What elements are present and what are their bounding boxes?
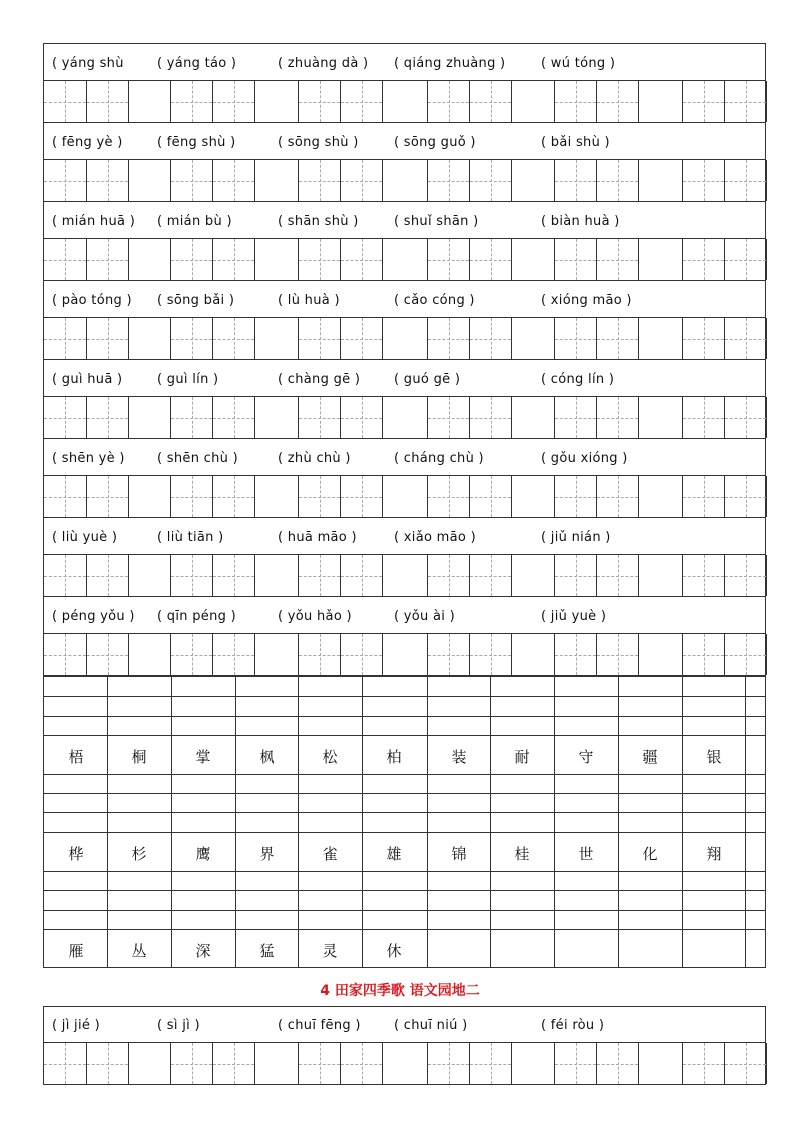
tianzige-box[interactable] <box>724 397 766 438</box>
box-group-divider <box>128 555 129 596</box>
grid-column-line <box>362 677 363 967</box>
pinyin-label: ( féi ròu ) <box>541 1018 605 1033</box>
pinyin-label-row <box>43 44 766 80</box>
tianzige-box[interactable] <box>298 555 340 596</box>
tianzige-box[interactable] <box>724 555 766 596</box>
box-group-divider <box>766 476 767 517</box>
grid-row-line <box>44 832 765 833</box>
tianzige-box[interactable] <box>596 160 638 201</box>
pinyin-block <box>43 360 766 439</box>
pinyin-label: ( qiáng zhuàng ) <box>394 56 506 71</box>
tianzige-box[interactable] <box>298 239 340 280</box>
tianzige-box[interactable] <box>212 81 254 122</box>
pinyin-label-row <box>43 281 766 317</box>
box-group-divider <box>254 160 255 201</box>
tianzige-box[interactable] <box>212 555 254 596</box>
tianzige-box[interactable] <box>340 476 382 517</box>
tianzige-box[interactable] <box>212 476 254 517</box>
tianzige-box[interactable] <box>469 160 511 201</box>
tianzige-box[interactable] <box>86 397 128 438</box>
writing-box-row <box>43 80 766 123</box>
grid-column-line <box>427 677 428 967</box>
pinyin-label: ( jiǔ yuè ) <box>541 609 607 624</box>
tianzige-box[interactable] <box>554 81 596 122</box>
box-group-divider <box>766 397 767 438</box>
tianzige-box[interactable] <box>724 476 766 517</box>
pinyin-label: ( shēn yè ) <box>52 451 125 466</box>
practice-character: 雄 <box>386 845 402 863</box>
tianzige-box[interactable] <box>86 318 128 359</box>
tianzige-box[interactable] <box>170 634 212 675</box>
grid-column-line <box>682 677 683 967</box>
practice-character: 深 <box>195 942 211 960</box>
box-group-divider <box>128 239 129 280</box>
tianzige-box[interactable] <box>340 397 382 438</box>
tianzige-box[interactable] <box>596 476 638 517</box>
pinyin-label: ( shuǐ shān ) <box>394 214 479 229</box>
box-group-divider <box>382 397 383 438</box>
tianzige-box[interactable] <box>298 318 340 359</box>
practice-character: 守 <box>578 748 594 766</box>
pinyin-label: ( shēn chù ) <box>157 451 239 466</box>
pinyin-label: ( sōng guǒ ) <box>394 135 476 150</box>
pinyin-label: ( zhuàng dà ) <box>278 56 369 71</box>
tianzige-box[interactable] <box>212 397 254 438</box>
practice-character: 装 <box>451 748 467 766</box>
tianzige-box[interactable] <box>596 634 638 675</box>
pinyin-label: ( fēng yè ) <box>52 135 123 150</box>
tianzige-box[interactable] <box>682 239 724 280</box>
grid-column-line <box>618 677 619 967</box>
box-group-divider <box>766 160 767 201</box>
pinyin-label: ( yáng táo ) <box>157 56 237 71</box>
tianzige-box[interactable] <box>170 397 212 438</box>
practice-character: 猛 <box>259 942 275 960</box>
grid-column-line <box>107 677 108 967</box>
box-group-divider <box>254 81 255 122</box>
tianzige-box[interactable] <box>427 318 469 359</box>
box-group-divider <box>382 318 383 359</box>
box-group-divider <box>511 555 512 596</box>
tianzige-box[interactable] <box>724 81 766 122</box>
tianzige-box[interactable] <box>86 160 128 201</box>
tianzige-box[interactable] <box>469 239 511 280</box>
box-group-divider <box>128 81 129 122</box>
pinyin-label: ( chuī fēng ) <box>278 1018 361 1033</box>
lesson-title: 4 田家四季歌 语文园地二 <box>320 983 480 999</box>
tianzige-box[interactable] <box>427 634 469 675</box>
grid-column-line <box>745 677 746 967</box>
tianzige-box[interactable] <box>724 160 766 201</box>
practice-character: 银 <box>706 748 722 766</box>
practice-character: 桦 <box>68 845 84 863</box>
box-group-divider <box>638 239 639 280</box>
pinyin-label: ( jì jié ) <box>52 1018 100 1033</box>
tianzige-box[interactable] <box>427 397 469 438</box>
tianzige-box[interactable] <box>554 160 596 201</box>
tianzige-box[interactable] <box>44 397 86 438</box>
box-group-divider <box>254 318 255 359</box>
grid-column-line <box>235 677 236 967</box>
grid-column-line <box>490 677 491 967</box>
tianzige-box[interactable] <box>340 1043 382 1084</box>
practice-character: 鹰 <box>195 845 211 863</box>
pinyin-label: ( xiǎo māo ) <box>394 530 476 545</box>
final-block-top-rule <box>43 1006 766 1007</box>
writing-box-row <box>43 159 766 202</box>
character-grid <box>43 676 766 968</box>
grid-column-line <box>554 677 555 967</box>
tianzige-box[interactable] <box>596 81 638 122</box>
practice-character: 灵 <box>322 942 338 960</box>
tianzige-box[interactable] <box>724 318 766 359</box>
pinyin-label-row <box>43 597 766 633</box>
tianzige-box[interactable] <box>724 1043 766 1084</box>
pinyin-label: ( huā māo ) <box>278 530 357 545</box>
pinyin-label: ( sōng bǎi ) <box>157 293 235 308</box>
tianzige-box[interactable] <box>469 318 511 359</box>
tianzige-box[interactable] <box>86 81 128 122</box>
pinyin-label: ( sì jì ) <box>157 1018 200 1033</box>
box-group-divider <box>382 634 383 675</box>
pinyin-label-row <box>43 1006 766 1042</box>
practice-character: 化 <box>642 845 658 863</box>
tianzige-box[interactable] <box>682 555 724 596</box>
pinyin-block <box>43 123 766 202</box>
writing-box-row <box>43 396 766 439</box>
pinyin-label: ( xióng māo ) <box>541 293 632 308</box>
tianzige-box[interactable] <box>427 239 469 280</box>
tianzige-box[interactable] <box>298 397 340 438</box>
grid-row-line <box>44 812 765 813</box>
tianzige-box[interactable] <box>682 81 724 122</box>
pinyin-block <box>43 518 766 597</box>
box-group-divider <box>511 634 512 675</box>
practice-character: 界 <box>259 845 275 863</box>
box-group-divider <box>128 634 129 675</box>
practice-character: 雀 <box>322 845 338 863</box>
pinyin-block <box>43 439 766 518</box>
pinyin-label-row <box>43 439 766 475</box>
tianzige-box[interactable] <box>212 634 254 675</box>
pinyin-label-row <box>43 518 766 554</box>
practice-character: 杉 <box>131 845 147 863</box>
box-group-divider <box>382 160 383 201</box>
box-group-divider <box>254 239 255 280</box>
box-group-divider <box>511 476 512 517</box>
pinyin-label: ( wú tóng ) <box>541 56 616 71</box>
box-group-divider <box>766 634 767 675</box>
tianzige-box[interactable] <box>682 397 724 438</box>
pinyin-label: ( lù huà ) <box>278 293 340 308</box>
practice-character: 松 <box>322 748 338 766</box>
pinyin-label: ( mián bù ) <box>157 214 232 229</box>
grid-row-line <box>44 716 765 717</box>
box-group-divider <box>254 397 255 438</box>
tianzige-box[interactable] <box>427 160 469 201</box>
box-group-divider <box>128 397 129 438</box>
box-group-divider <box>254 476 255 517</box>
tianzige-box[interactable] <box>212 239 254 280</box>
pinyin-label: ( liù yuè ) <box>52 530 118 545</box>
practice-character: 翔 <box>706 845 722 863</box>
writing-box-row <box>43 238 766 281</box>
pinyin-label: ( guì huā ) <box>52 372 123 387</box>
practice-character: 柏 <box>386 748 402 766</box>
pinyin-block <box>43 281 766 360</box>
pinyin-label-row <box>43 202 766 238</box>
tianzige-box[interactable] <box>298 634 340 675</box>
tianzige-box[interactable] <box>596 318 638 359</box>
tianzige-box[interactable] <box>170 239 212 280</box>
tianzige-box[interactable] <box>724 239 766 280</box>
box-group-divider <box>766 555 767 596</box>
tianzige-box[interactable] <box>554 318 596 359</box>
pinyin-label: ( péng yǒu ) <box>52 609 135 624</box>
grid-row-line <box>44 774 765 775</box>
box-group-divider <box>254 1043 255 1084</box>
box-group-divider <box>766 1043 767 1084</box>
practice-character: 枫 <box>259 748 275 766</box>
box-group-divider <box>766 318 767 359</box>
box-group-divider <box>638 318 639 359</box>
tianzige-box[interactable] <box>554 397 596 438</box>
practice-character: 疆 <box>642 748 658 766</box>
tianzige-box[interactable] <box>86 1043 128 1084</box>
tianzige-box[interactable] <box>469 81 511 122</box>
pinyin-label: ( shān shù ) <box>278 214 359 229</box>
tianzige-box[interactable] <box>340 555 382 596</box>
pinyin-label: ( pào tóng ) <box>52 293 132 308</box>
tianzige-box[interactable] <box>44 81 86 122</box>
tianzige-box[interactable] <box>340 239 382 280</box>
tianzige-box[interactable] <box>340 81 382 122</box>
pinyin-label: ( guó gē ) <box>394 372 461 387</box>
pinyin-label: ( cǎo cóng ) <box>394 293 475 308</box>
tianzige-box[interactable] <box>596 555 638 596</box>
tianzige-box[interactable] <box>86 555 128 596</box>
box-group-divider <box>638 397 639 438</box>
writing-box-row <box>43 554 766 597</box>
tianzige-box[interactable] <box>340 634 382 675</box>
pinyin-label: ( zhù chù ) <box>278 451 351 466</box>
box-group-divider <box>128 1043 129 1084</box>
pinyin-label: ( yǒu ài ) <box>394 609 456 624</box>
box-group-divider <box>382 555 383 596</box>
tianzige-box[interactable] <box>554 1043 596 1084</box>
practice-character: 丛 <box>131 942 147 960</box>
pinyin-label-row <box>43 123 766 159</box>
pinyin-label: ( qīn péng ) <box>157 609 236 624</box>
grid-column-line <box>298 677 299 967</box>
tianzige-box[interactable] <box>427 555 469 596</box>
tianzige-box[interactable] <box>469 476 511 517</box>
practice-character: 梧 <box>68 748 84 766</box>
tianzige-box[interactable] <box>596 239 638 280</box>
box-group-divider <box>511 1043 512 1084</box>
box-group-divider <box>511 160 512 201</box>
box-group-divider <box>382 239 383 280</box>
tianzige-box[interactable] <box>554 476 596 517</box>
tianzige-box[interactable] <box>44 555 86 596</box>
pinyin-block <box>43 202 766 281</box>
tianzige-box[interactable] <box>469 634 511 675</box>
tianzige-box[interactable] <box>554 239 596 280</box>
tianzige-box[interactable] <box>212 160 254 201</box>
pinyin-label: ( cháng chù ) <box>394 451 484 466</box>
tianzige-box[interactable] <box>682 160 724 201</box>
box-group-divider <box>382 81 383 122</box>
practice-character: 掌 <box>195 748 211 766</box>
box-group-divider <box>128 160 129 201</box>
tianzige-box[interactable] <box>170 476 212 517</box>
practice-character: 休 <box>386 942 402 960</box>
practice-character: 桐 <box>131 748 147 766</box>
box-group-divider <box>638 476 639 517</box>
pinyin-label: ( cóng lín ) <box>541 372 615 387</box>
pinyin-block <box>43 44 766 123</box>
tianzige-box[interactable] <box>170 1043 212 1084</box>
tianzige-box[interactable] <box>724 634 766 675</box>
grid-row-line <box>44 735 765 736</box>
tianzige-box[interactable] <box>427 1043 469 1084</box>
grid-row-line <box>44 910 765 911</box>
tianzige-box[interactable] <box>596 1043 638 1084</box>
box-group-divider <box>638 1043 639 1084</box>
writing-box-row <box>43 1042 766 1085</box>
tianzige-box[interactable] <box>86 239 128 280</box>
box-group-divider <box>128 318 129 359</box>
pinyin-label: ( jiǔ nián ) <box>541 530 611 545</box>
tianzige-box[interactable] <box>298 81 340 122</box>
tianzige-box[interactable] <box>44 476 86 517</box>
box-group-divider <box>638 555 639 596</box>
tianzige-box[interactable] <box>682 634 724 675</box>
tianzige-box[interactable] <box>170 81 212 122</box>
tianzige-box[interactable] <box>212 1043 254 1084</box>
tianzige-box[interactable] <box>170 555 212 596</box>
tianzige-box[interactable] <box>86 634 128 675</box>
box-group-divider <box>638 160 639 201</box>
tianzige-box[interactable] <box>298 1043 340 1084</box>
pinyin-label: ( liù tiān ) <box>157 530 224 545</box>
practice-character: 雁 <box>68 942 84 960</box>
box-group-divider <box>511 318 512 359</box>
tianzige-box[interactable] <box>212 318 254 359</box>
tianzige-box[interactable] <box>682 318 724 359</box>
writing-box-row <box>43 475 766 518</box>
tianzige-box[interactable] <box>340 160 382 201</box>
grid-row-line <box>44 871 765 872</box>
box-group-divider <box>128 476 129 517</box>
box-group-divider <box>638 81 639 122</box>
writing-box-row <box>43 317 766 360</box>
tianzige-box[interactable] <box>554 555 596 596</box>
tianzige-box[interactable] <box>44 160 86 201</box>
tianzige-box[interactable] <box>682 1043 724 1084</box>
tianzige-box[interactable] <box>554 634 596 675</box>
box-group-divider <box>638 634 639 675</box>
tianzige-box[interactable] <box>340 318 382 359</box>
box-group-divider <box>254 634 255 675</box>
grid-row-line <box>44 793 765 794</box>
tianzige-box[interactable] <box>44 239 86 280</box>
pinyin-block-final <box>43 1006 766 1085</box>
grid-column-line <box>171 677 172 967</box>
box-group-divider <box>382 476 383 517</box>
tianzige-box[interactable] <box>44 634 86 675</box>
pinyin-label: ( sōng shù ) <box>278 135 359 150</box>
practice-character: 世 <box>578 845 594 863</box>
tianzige-box[interactable] <box>427 476 469 517</box>
pinyin-label: ( yáng shù <box>52 56 124 71</box>
tianzige-box[interactable] <box>427 81 469 122</box>
grid-row-line <box>44 696 765 697</box>
pinyin-label: ( biàn huà ) <box>541 214 620 229</box>
tianzige-box[interactable] <box>170 318 212 359</box>
pinyin-label: ( yǒu hǎo ) <box>278 609 352 624</box>
box-group-divider <box>766 239 767 280</box>
tianzige-box[interactable] <box>298 476 340 517</box>
pinyin-label: ( bǎi shù ) <box>541 135 610 150</box>
practice-character: 桂 <box>514 845 530 863</box>
pinyin-block <box>43 597 766 676</box>
tianzige-box[interactable] <box>469 555 511 596</box>
box-group-divider <box>766 81 767 122</box>
box-group-divider <box>511 239 512 280</box>
pinyin-label: ( guì lín ) <box>157 372 219 387</box>
pinyin-label: ( mián huā ) <box>52 214 136 229</box>
grid-row-line <box>44 929 765 930</box>
tianzige-box[interactable] <box>596 397 638 438</box>
pinyin-label: ( gǒu xióng ) <box>541 451 628 466</box>
tianzige-box[interactable] <box>44 1043 86 1084</box>
pinyin-label: ( chàng gē ) <box>278 372 361 387</box>
tianzige-box[interactable] <box>86 476 128 517</box>
box-group-divider <box>254 555 255 596</box>
box-group-divider <box>511 81 512 122</box>
tianzige-box[interactable] <box>469 1043 511 1084</box>
tianzige-box[interactable] <box>44 318 86 359</box>
grid-row-line <box>44 890 765 891</box>
tianzige-box[interactable] <box>469 397 511 438</box>
practice-character: 耐 <box>514 748 530 766</box>
box-group-divider <box>382 1043 383 1084</box>
pinyin-label-row <box>43 360 766 396</box>
box-group-divider <box>511 397 512 438</box>
practice-character: 锦 <box>451 845 467 863</box>
pinyin-label: ( fēng shù ) <box>157 135 236 150</box>
tianzige-box[interactable] <box>682 476 724 517</box>
tianzige-box[interactable] <box>298 160 340 201</box>
pinyin-label: ( chuī niú ) <box>394 1018 468 1033</box>
tianzige-box[interactable] <box>170 160 212 201</box>
writing-box-row <box>43 633 766 676</box>
